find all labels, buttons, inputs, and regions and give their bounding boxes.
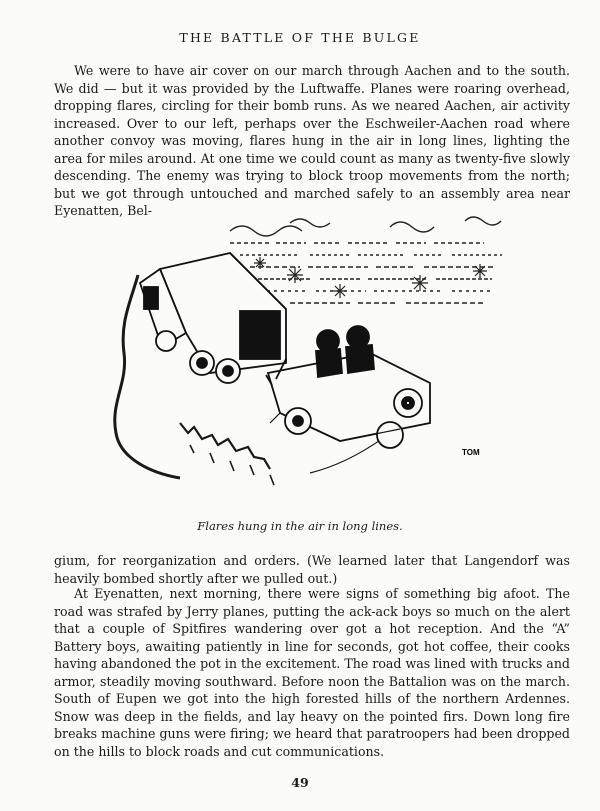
jeep-with-soldiers	[266, 326, 430, 448]
artist-signature: TOM	[462, 448, 480, 457]
army-truck	[140, 253, 286, 383]
paragraph-langendorf: gium, for reorganization and orders. (We learned later that Langendorf was heavily bombed shortly after we pulled out.)	[54, 553, 570, 586]
running-title: THE BATTLE OF THE BULGE	[179, 30, 421, 45]
paragraph-eyenatten: At Eyenatten, next morning, there were signs of something big afoot. The road was strafed by Jerry planes, putting the ack-ack boys so much on the alert that a couple of Spitfires wandering over got a hot reception. And the “A” Battery boys, awaiting patiently in line for seconds, got hot coffee, their cooks having abandoned the pot in the excitement. The road was lined with trucks and armor, steadily moving southward. Before noon the Battalion was on the march. South of Eupen we got into the high forested hills of the northern Ardennes. Snow was deep in the fields, and lay heavy on the pointed firs. Down long fire breaks machine guns were firing; we heard that paratroopers had been dropped on the hills to block roads and cut communications.	[54, 586, 570, 759]
illustration-drawing	[90, 213, 530, 511]
illustration-convoy	[90, 213, 530, 511]
flare-bursts	[254, 257, 487, 298]
page-number: 49	[291, 775, 309, 790]
figure-caption: Flares hung in the air in long lines.	[197, 519, 403, 533]
paragraph-air-cover: We were to have air cover on our march through Aachen and to the south. We did — but it was provided by the Luftwaffe. Planes were roaring overhead, dropping flares, circling for their bomb runs. As we neared Aachen, air activity increased. Over to our left, perhaps over the Eschweiler-Aachen road where another convoy was moving, flares hung in the air in long lines, lighting the area for miles around. At one time we could count as many as twenty-five slowly descending. The enemy was trying to block troop movements from the north; but we got through untouched and marched safely to an assembly area near Eyenatten, Bel-	[54, 63, 570, 218]
flares-sky	[230, 217, 502, 303]
